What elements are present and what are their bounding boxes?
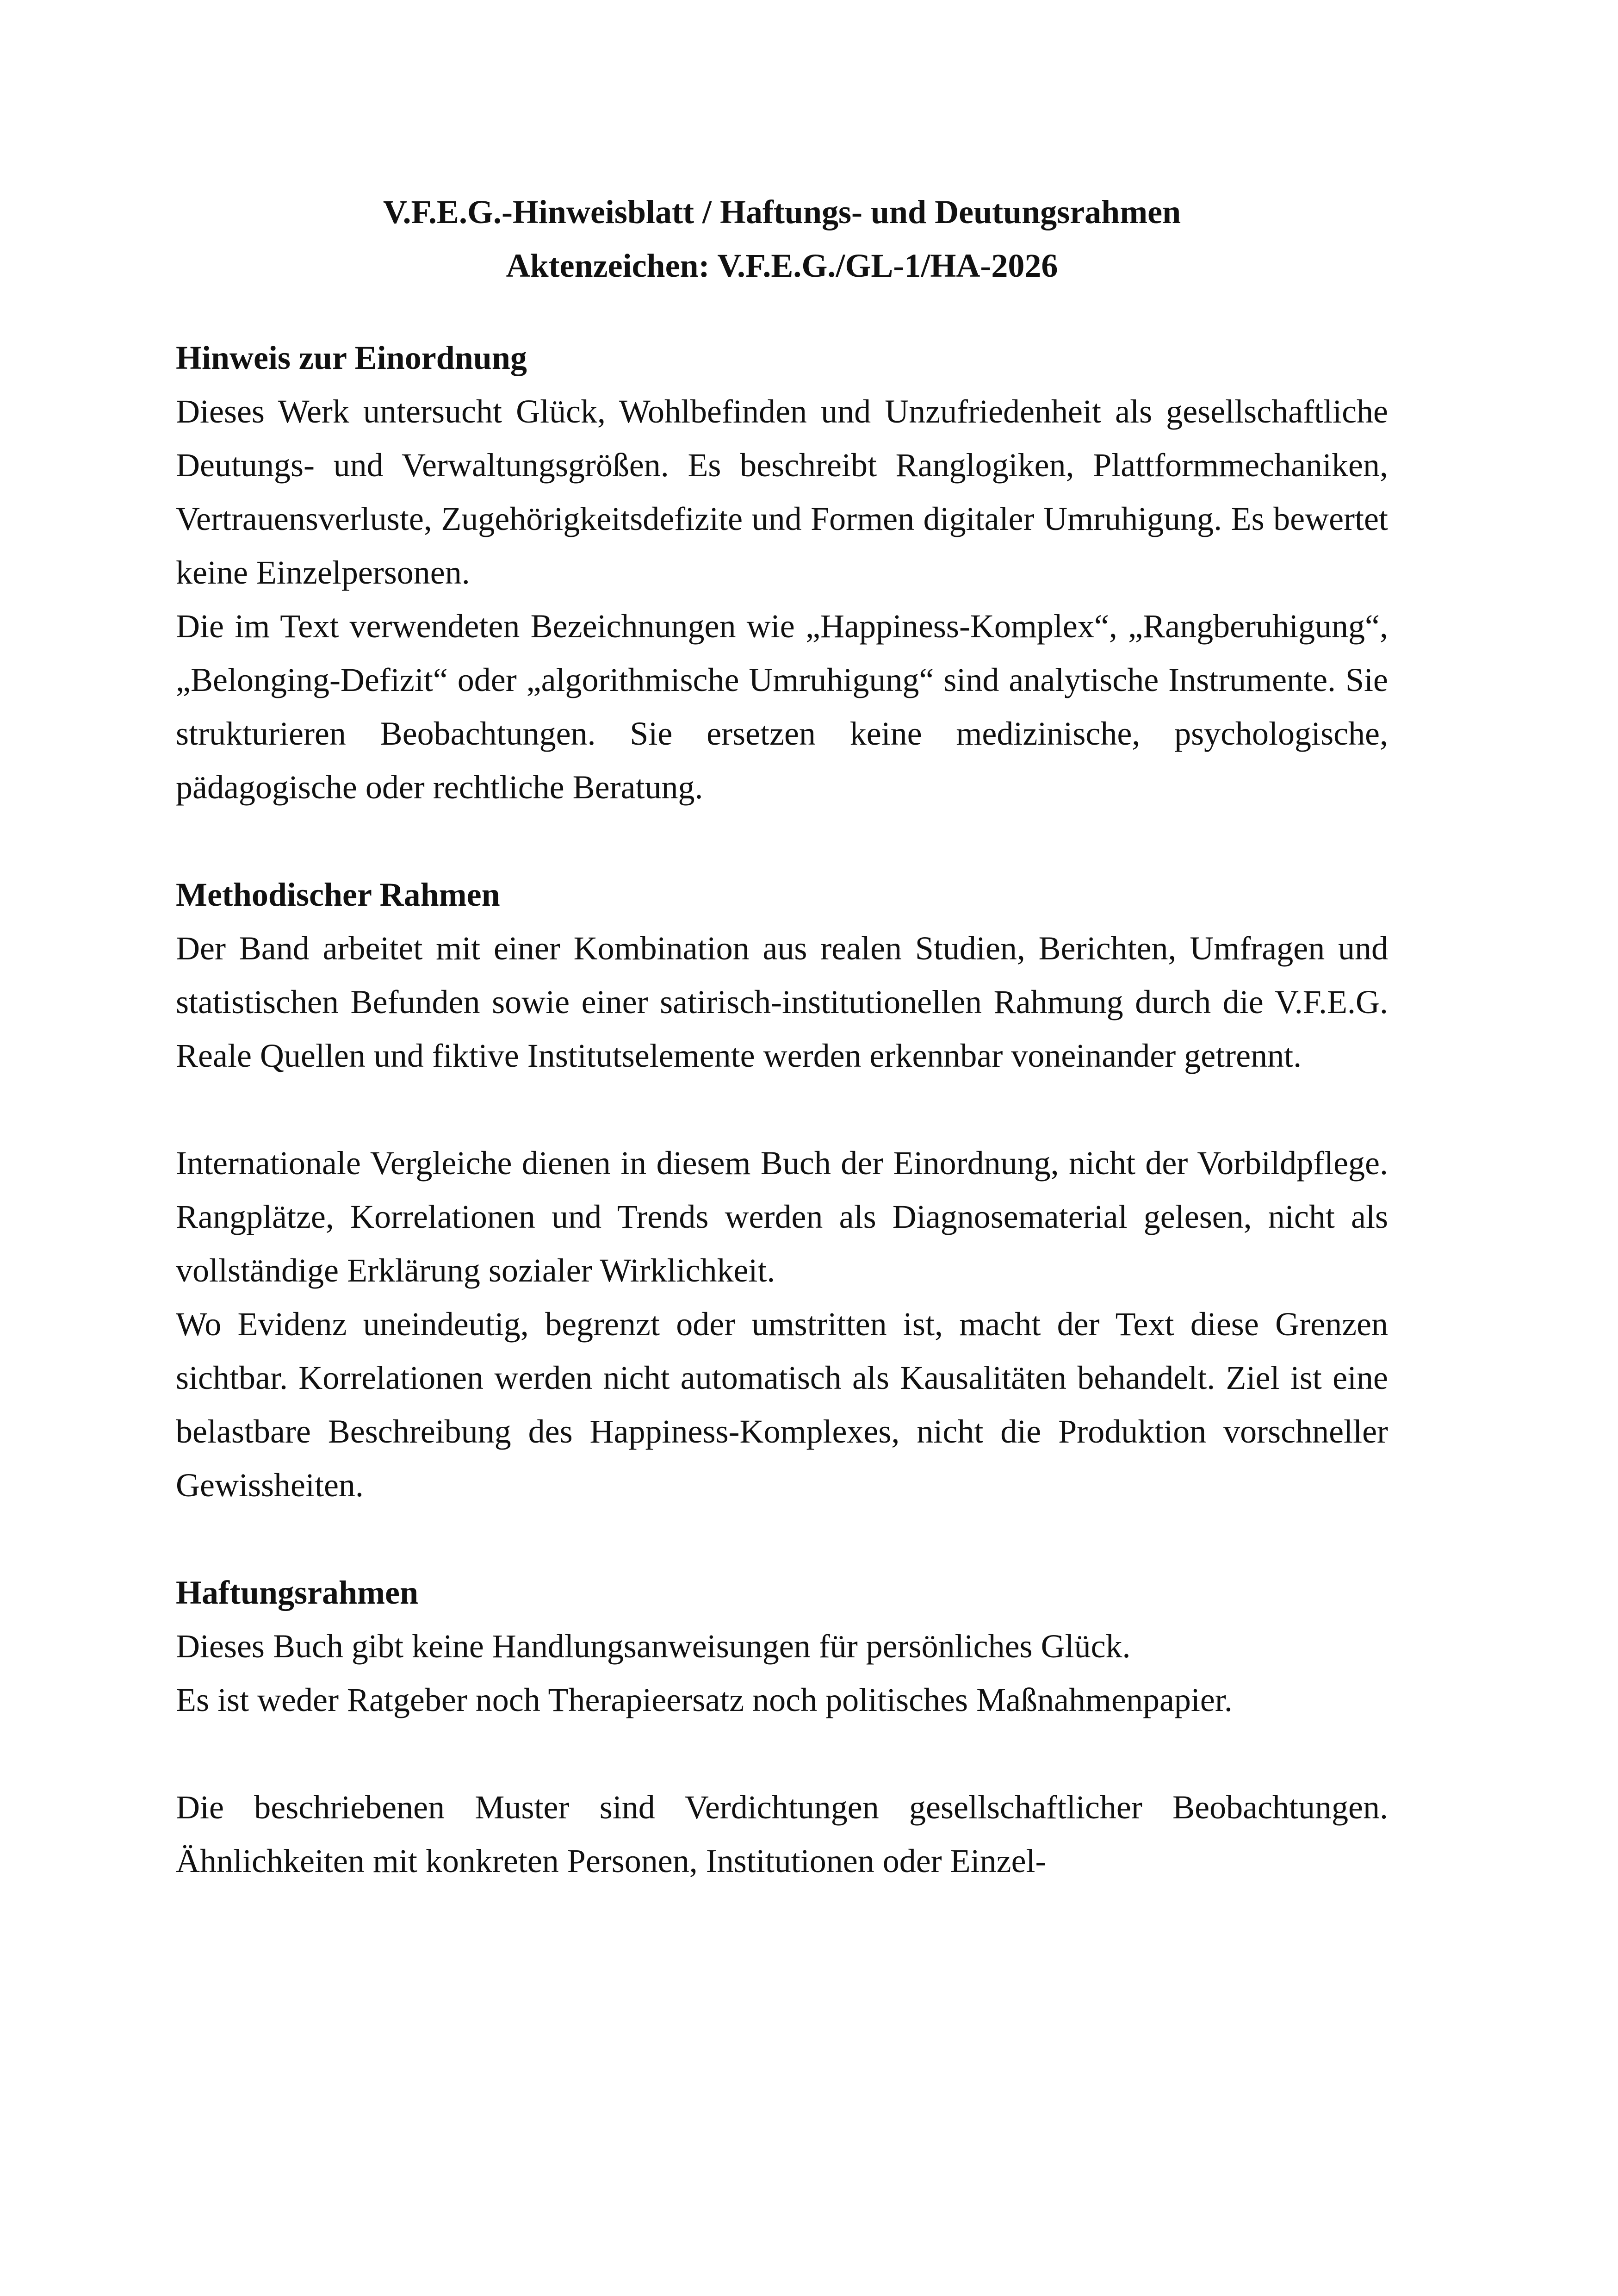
section-haftungsrahmen [176,1566,1388,1888]
paragraph: Dieses Buch gibt keine Handlungsanweisungen für persönliches Glück. [176,1628,1131,1665]
paragraph-spacer [176,1083,1388,1136]
paragraph-spacer [176,1727,1388,1780]
paragraph: Internationale Vergleiche dienen in diesem Buch der Einordnung, nicht der Vorbildpflege. Rangplätze, Korrelationen und Trends werden als Diagnosematerial gelesen, nicht als vollständige Erklärung sozialer Wirklichkeit. [176,1145,1388,1289]
paragraph: Es ist weder Ratgeber noch Therapieersatz noch politisches Maßnahmenpapier. [176,1681,1233,1718]
paragraph: Die im Text verwendeten Bezeichnungen wie „Happiness-Komplex“, „Rangberuhigung“, „Belonging-Defizit“ oder „algorithmische Umruhigung“ sind analytische Instrumente. Sie strukturieren Beobachtungen. Sie ersetzen keine medizinische, psychologische, pädagogische oder rechtliche Beratung. [176,608,1388,806]
section-heading: Methodischer Rahmen [176,876,500,913]
section-heading: Haftungsrahmen [176,1574,419,1611]
document-body [176,331,1388,1888]
section-methodischer-rahmen [176,868,1388,1512]
section-heading: Hinweis zur Einordnung [176,339,527,376]
section-spacer [176,1512,1388,1566]
paragraph: Wo Evidenz uneindeutig, begrenzt oder umstritten ist, macht der Text diese Grenzen sichtbar. Korrelationen werden nicht automatisch als Kausalitäten behandelt. Ziel ist eine belastbare Beschreibung des Happiness-Komplexes, nicht die Produktion vorschneller Gewissheiten. [176,1306,1388,1504]
paragraph: Der Band arbeitet mit einer Kombination aus realen Studien, Berichten, Umfragen und statistischen Befunden sowie einer satirisch-institutionellen Rahmung durch die V.F.E.G. Reale Quellen und fiktive Institutselemente werden erkennbar voneinander getrennt. [176,930,1388,1074]
paragraph: Die beschriebenen Muster sind Verdichtungen gesellschaftlicher Beobachtungen. Ähnlichkeiten mit konkreten Personen, Institutionen oder Einzel- [176,1789,1388,1879]
paragraph: Dieses Werk untersucht Glück, Wohlbefinden und Unzufriedenheit als gesellschaftliche Deutungs- und Verwaltungsgrößen. Es beschreibt Ranglogiken, Plattformmechaniken, Vertrauensverluste, Zugehörigkeitsdefizite und Formen digitaler Umruhigung. Es bewertet keine Einzelpersonen. [176,393,1388,591]
section-einordnung [176,331,1388,814]
section-spacer [176,814,1388,868]
header-title: V.F.E.G.-Hinweisblatt / Haftungs- und Deutungsrahmen [383,193,1181,230]
document-header [176,185,1388,292]
header-file-reference: Aktenzeichen: V.F.E.G./GL-1/HA-2026 [506,247,1058,284]
